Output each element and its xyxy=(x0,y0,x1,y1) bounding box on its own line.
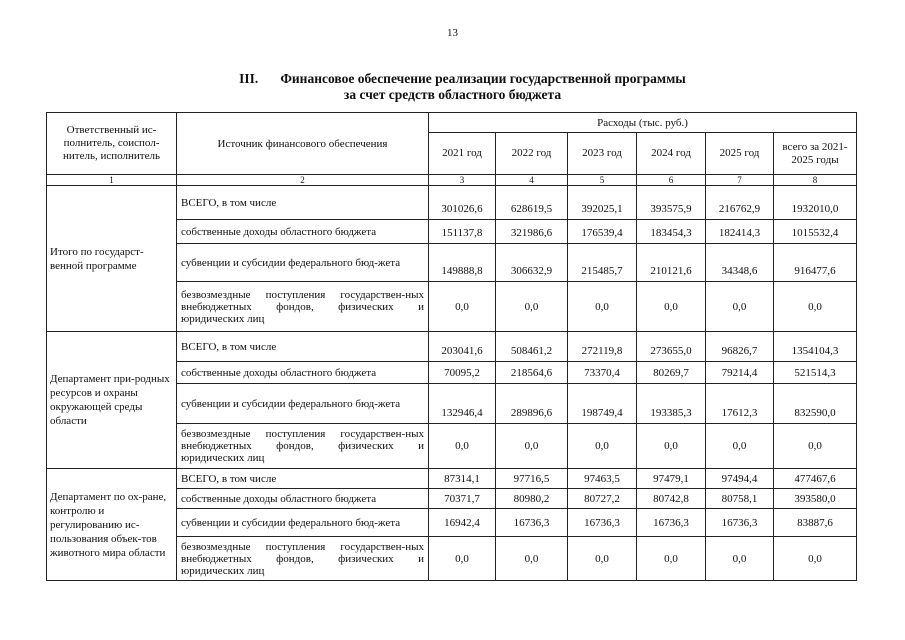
value-cell: 218564,6 xyxy=(496,362,568,384)
table-body xyxy=(47,186,857,581)
source-cell: безвозмездные поступления государствен-ных внебюджетных фондов, физических и юридических лиц xyxy=(177,282,429,332)
value-cell: 0,0 xyxy=(637,424,706,469)
value-cell: 151137,8 xyxy=(429,220,496,244)
value-cell: 79214,4 xyxy=(706,362,774,384)
column-number: 5 xyxy=(568,175,637,186)
column-number-row xyxy=(47,175,857,186)
value-cell: 0,0 xyxy=(429,282,496,332)
value-cell: 16736,3 xyxy=(637,509,706,537)
header-year-2025: 2025 год xyxy=(706,133,774,175)
value-cell: 96826,7 xyxy=(706,332,774,362)
value-cell: 97494,4 xyxy=(706,469,774,489)
value-cell: 87314,1 xyxy=(429,469,496,489)
value-cell: 306632,9 xyxy=(496,244,568,282)
value-cell: 1015532,4 xyxy=(774,220,857,244)
responsible-cell: Департамент по ох-ране, контролю и регулированию ис-пользования объек-тов животного мира области xyxy=(47,469,177,581)
value-cell: 193385,3 xyxy=(637,384,706,424)
value-cell: 0,0 xyxy=(429,424,496,469)
value-cell: 0,0 xyxy=(706,282,774,332)
header-source: Источник финансового обеспечения xyxy=(177,113,429,175)
column-number: 6 xyxy=(637,175,706,186)
table-row xyxy=(47,469,857,489)
value-cell: 393575,9 xyxy=(637,186,706,220)
source-cell: субвенции и субсидии федерального бюд-жета xyxy=(177,384,429,424)
value-cell: 70095,2 xyxy=(429,362,496,384)
source-cell: собственные доходы областного бюджета xyxy=(177,220,429,244)
value-cell: 0,0 xyxy=(496,282,568,332)
value-cell: 73370,4 xyxy=(568,362,637,384)
value-cell: 0,0 xyxy=(706,537,774,581)
value-cell: 17612,3 xyxy=(706,384,774,424)
column-number: 2 xyxy=(177,175,429,186)
value-cell: 16736,3 xyxy=(568,509,637,537)
title-line-2: за счет средств областного бюджета xyxy=(343,87,562,102)
column-number: 1 xyxy=(47,175,177,186)
value-cell: 832590,0 xyxy=(774,384,857,424)
value-cell: 916477,6 xyxy=(774,244,857,282)
value-cell: 0,0 xyxy=(706,424,774,469)
value-cell: 272119,8 xyxy=(568,332,637,362)
value-cell: 0,0 xyxy=(568,424,637,469)
value-cell: 0,0 xyxy=(774,282,857,332)
header-year-2021: 2021 год xyxy=(429,133,496,175)
header-expenses: Расходы (тыс. руб.) xyxy=(429,113,857,133)
value-cell: 210121,6 xyxy=(637,244,706,282)
value-cell: 97463,5 xyxy=(568,469,637,489)
value-cell: 521514,3 xyxy=(774,362,857,384)
value-cell: 132946,4 xyxy=(429,384,496,424)
value-cell: 0,0 xyxy=(637,537,706,581)
page-number: 13 xyxy=(447,27,458,39)
value-cell: 80269,7 xyxy=(637,362,706,384)
section-title xyxy=(0,71,905,103)
table-row xyxy=(47,186,857,220)
value-cell: 16942,4 xyxy=(429,509,496,537)
column-number: 8 xyxy=(774,175,857,186)
source-cell: безвозмездные поступления государствен-ных внебюджетных фондов, физических и юридических лиц xyxy=(177,537,429,581)
title-text-1: Финансовое обеспечение реализации государственной программы xyxy=(280,71,686,86)
value-cell: 198749,4 xyxy=(568,384,637,424)
column-number: 7 xyxy=(706,175,774,186)
value-cell: 149888,8 xyxy=(429,244,496,282)
value-cell: 183454,3 xyxy=(637,220,706,244)
column-number: 4 xyxy=(496,175,568,186)
financial-table xyxy=(46,112,857,581)
source-cell: безвозмездные поступления государствен-ных внебюджетных фондов, физических и юридических лиц xyxy=(177,424,429,469)
responsible-cell: Департамент при-родных ресурсов и охраны окружающей среды области xyxy=(47,332,177,469)
value-cell: 0,0 xyxy=(429,537,496,581)
header-year-2024: 2024 год xyxy=(637,133,706,175)
header-total: всего за 2021-2025 годы xyxy=(774,133,857,175)
value-cell: 215485,7 xyxy=(568,244,637,282)
value-cell: 80758,1 xyxy=(706,489,774,509)
value-cell: 0,0 xyxy=(774,424,857,469)
value-cell: 34348,6 xyxy=(706,244,774,282)
header-year-2023: 2023 год xyxy=(568,133,637,175)
value-cell: 97716,5 xyxy=(496,469,568,489)
title-line-1 xyxy=(0,71,905,87)
value-cell: 80742,8 xyxy=(637,489,706,509)
value-cell: 1354104,3 xyxy=(774,332,857,362)
value-cell: 176539,4 xyxy=(568,220,637,244)
value-cell: 628619,5 xyxy=(496,186,568,220)
source-cell: ВСЕГО, в том числе xyxy=(177,469,429,489)
source-cell: субвенции и субсидии федерального бюд-жета xyxy=(177,244,429,282)
value-cell: 0,0 xyxy=(496,537,568,581)
value-cell: 508461,2 xyxy=(496,332,568,362)
value-cell: 203041,6 xyxy=(429,332,496,362)
value-cell: 80727,2 xyxy=(568,489,637,509)
value-cell: 216762,9 xyxy=(706,186,774,220)
source-cell: собственные доходы областного бюджета xyxy=(177,489,429,509)
value-cell: 16736,3 xyxy=(706,509,774,537)
source-cell: субвенции и субсидии федерального бюд-жета xyxy=(177,509,429,537)
value-cell: 301026,6 xyxy=(429,186,496,220)
value-cell: 16736,3 xyxy=(496,509,568,537)
value-cell: 70371,7 xyxy=(429,489,496,509)
value-cell: 0,0 xyxy=(496,424,568,469)
value-cell: 0,0 xyxy=(568,537,637,581)
value-cell: 0,0 xyxy=(637,282,706,332)
value-cell: 0,0 xyxy=(774,537,857,581)
header-year-2022: 2022 год xyxy=(496,133,568,175)
value-cell: 321986,6 xyxy=(496,220,568,244)
value-cell: 182414,3 xyxy=(706,220,774,244)
value-cell: 273655,0 xyxy=(637,332,706,362)
value-cell: 80980,2 xyxy=(496,489,568,509)
title-section-number: III. xyxy=(239,71,259,86)
value-cell: 477467,6 xyxy=(774,469,857,489)
source-cell: собственные доходы областного бюджета xyxy=(177,362,429,384)
table-row xyxy=(47,332,857,362)
value-cell: 1932010,0 xyxy=(774,186,857,220)
value-cell: 289896,6 xyxy=(496,384,568,424)
responsible-cell: Итого по государст-венной программе xyxy=(47,186,177,332)
value-cell: 392025,1 xyxy=(568,186,637,220)
value-cell: 393580,0 xyxy=(774,489,857,509)
value-cell: 83887,6 xyxy=(774,509,857,537)
source-cell: ВСЕГО, в том числе xyxy=(177,332,429,362)
header-responsible: Ответственный ис-полнитель, соиспол-нитель, исполнитель xyxy=(47,113,177,175)
source-cell: ВСЕГО, в том числе xyxy=(177,186,429,220)
column-number: 3 xyxy=(429,175,496,186)
value-cell: 0,0 xyxy=(568,282,637,332)
value-cell: 97479,1 xyxy=(637,469,706,489)
